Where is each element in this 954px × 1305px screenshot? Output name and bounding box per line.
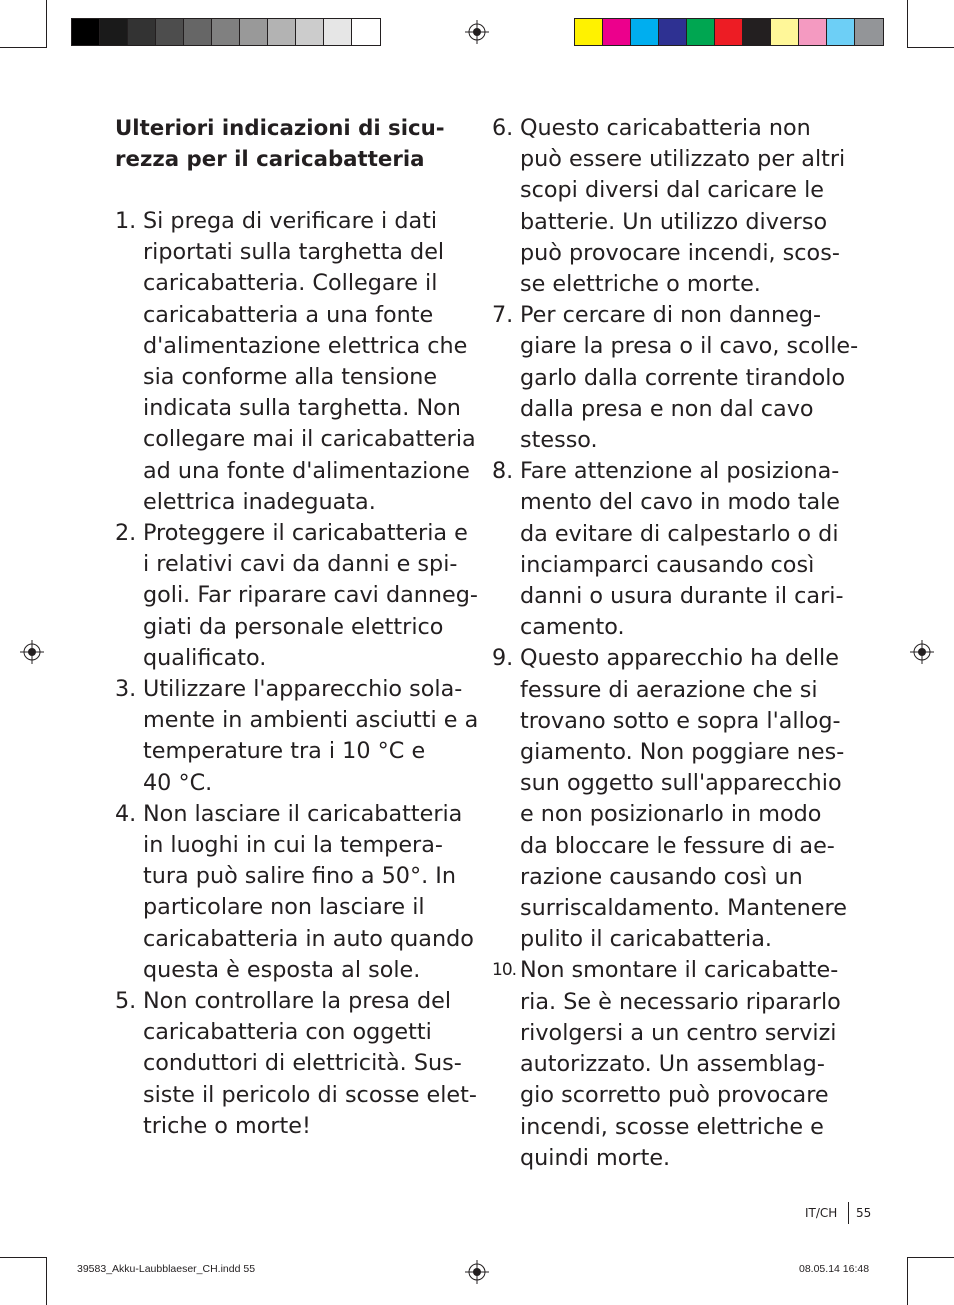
color-swatch [715, 19, 743, 45]
text-line: se elettriche o morte. [520, 271, 761, 298]
text-line: autorizzato. Un assemblag- [520, 1051, 825, 1078]
text-line: questa è esposta al sole. [143, 956, 421, 983]
color-swatch [156, 19, 184, 45]
item-number: 8. [492, 458, 514, 485]
registration-mark-icon [465, 1260, 489, 1284]
list-item [115, 206, 476, 518]
text-line: conduttori di elettricità. Sus- [143, 1050, 462, 1077]
text-line: riportati sulla targhetta del [143, 239, 445, 266]
color-swatch [72, 19, 100, 45]
crop-mark [907, 47, 954, 48]
text-line: qualificato. [143, 644, 267, 671]
color-swatch [827, 19, 855, 45]
item-text [520, 113, 845, 300]
text-line: caricabatteria. Collegare il [143, 270, 438, 297]
item-text [143, 799, 474, 986]
text-line: quindi morte. [520, 1144, 671, 1171]
text-line: danni o usura durante il cari- [520, 583, 844, 610]
text-line: da bloccare le fessure di ae- [520, 832, 835, 859]
item-number: 7. [492, 302, 514, 329]
color-swatch [603, 19, 631, 45]
color-swatch [631, 19, 659, 45]
text-line: scopi diversi dal caricare le [520, 177, 824, 204]
color-swatch [743, 19, 771, 45]
text-line: collegare mai il caricabatteria [143, 426, 476, 453]
text-line: sun oggetto sull'apparecchio [520, 770, 842, 797]
crop-mark [907, 0, 908, 48]
text-line: giati da personale elettrico [143, 613, 444, 640]
item-text [520, 300, 858, 456]
item-text [520, 456, 844, 643]
text-line: particolare non lasciare il [143, 894, 425, 921]
list-item [115, 674, 479, 799]
text-line: siste il pericolo di scosse elet- [143, 1081, 477, 1108]
color-swatch [268, 19, 296, 45]
color-swatch [100, 19, 128, 45]
item-number: 10. [492, 960, 517, 981]
text-line: Non lasciare il caricabatteria [143, 800, 463, 827]
text-line: da evitare di calpestarlo o di [520, 520, 839, 547]
heading-line: Ulteriori indicazioni di sicu- [115, 116, 445, 141]
item-number: 2. [115, 520, 137, 547]
item-number: 5. [115, 988, 137, 1015]
crop-mark [907, 1257, 908, 1305]
registration-mark-icon [910, 640, 934, 664]
text-line: ad una fonte d'alimentazione [143, 457, 470, 484]
text-line: Per cercare di non danneg- [520, 302, 822, 329]
language-code: IT/CH [805, 1206, 838, 1220]
item-text [143, 518, 478, 674]
text-line: caricabatteria con oggetti [143, 1019, 432, 1046]
item-text [143, 986, 477, 1142]
registration-mark-icon [465, 20, 489, 44]
grayscale-bar [71, 18, 381, 46]
color-swatch [659, 19, 687, 45]
text-line: batterie. Un utilizzo diverso [520, 208, 828, 235]
text-line: 40 °C. [143, 769, 213, 796]
text-line: incendi, scosse elettriche e [520, 1113, 824, 1140]
safety-list-right [492, 113, 859, 1174]
text-line: caricabatteria in auto quando [143, 925, 474, 952]
text-line: stesso. [520, 427, 598, 454]
item-number: 4. [115, 800, 137, 827]
text-line: mente in ambienti asciutti e a [143, 707, 479, 734]
text-line: Utilizzare l'apparecchio sola- [143, 676, 463, 703]
text-line: Proteggere il caricabatteria e [143, 520, 468, 547]
color-swatch [771, 19, 799, 45]
list-item [115, 986, 477, 1142]
item-text [143, 206, 476, 518]
text-line: Non smontare il caricabatte- [520, 957, 839, 984]
color-swatch [240, 19, 268, 45]
crop-mark [0, 47, 47, 48]
color-swatch [296, 19, 324, 45]
color-swatch [184, 19, 212, 45]
right-column [492, 113, 859, 1174]
item-number: 3. [115, 676, 137, 703]
color-swatch [687, 19, 715, 45]
text-line: surriscaldamento. Mantenere [520, 895, 847, 922]
left-column [115, 113, 479, 1142]
color-swatch [128, 19, 156, 45]
text-line: garlo dalla corrente tirandolo [520, 364, 846, 391]
text-line: giare la presa o il cavo, scolle- [520, 333, 859, 360]
registration-mark-icon [20, 640, 44, 664]
text-line: pulito il caricabatteria. [520, 926, 772, 953]
text-line: sia conforme alla tensione [143, 364, 438, 391]
list-item [115, 799, 474, 986]
text-line: i relativi cavi da danni e spi- [143, 551, 458, 578]
item-text [143, 674, 478, 799]
item-number: 6. [492, 115, 514, 141]
crop-mark [46, 0, 47, 48]
item-number: 1. [115, 208, 137, 234]
list-item [492, 300, 859, 456]
text-line: goli. Far riparare cavi danneg- [143, 582, 478, 609]
color-swatch [799, 19, 827, 45]
text-line: rivolgersi a un centro servizi [520, 1019, 837, 1046]
text-line: inciamparci causando così [520, 551, 815, 578]
text-line: può essere utilizzato per altri [520, 146, 846, 173]
text-line: e non posizionarlo in modo [520, 801, 822, 828]
text-line: giamento. Non poggiare nes- [520, 739, 845, 766]
crop-mark [0, 1257, 47, 1258]
text-line: Questo caricabatteria non [520, 115, 811, 141]
text-line: Non controllare la presa del [143, 988, 452, 1015]
text-line: in luoghi in cui la tempera- [143, 832, 443, 859]
text-line: razione causando così un [520, 863, 803, 890]
color-swatch [575, 19, 603, 45]
text-line: trovano sotto e sopra l'allog- [520, 707, 841, 734]
text-line: temperature tra i 10 °C e [143, 738, 426, 765]
list-item [492, 456, 842, 643]
text-line: fessure di aerazione che si [520, 676, 818, 703]
text-line: indicata sulla targhetta. Non [143, 395, 461, 422]
text-line: camento. [520, 614, 625, 641]
item-number: 9. [492, 645, 514, 672]
slug-timestamp: 08.05.14 16:48 [799, 1263, 870, 1275]
text-line: caricabatteria a una fonte [143, 301, 434, 328]
footer-divider [848, 1202, 849, 1224]
text-line: gio scorretto può provocare [520, 1082, 829, 1109]
text-line: Si prega di verificare i dati [143, 208, 438, 234]
list-item [115, 518, 478, 674]
text-line: dalla presa e non dal cavo [520, 395, 814, 422]
slug-filename: 39583_Akku-Laubblaeser_CH.indd 55 [77, 1263, 256, 1275]
heading-line: rezza per il caricabatteria [115, 147, 425, 172]
list-item [492, 955, 842, 1173]
color-swatch [352, 19, 380, 45]
crop-mark [907, 1257, 954, 1258]
color-swatch [212, 19, 240, 45]
section-heading [115, 113, 465, 175]
color-swatch [855, 19, 883, 45]
crop-mark [46, 1257, 47, 1305]
text-line: elettrica inadeguata. [143, 488, 376, 515]
color-swatch [324, 19, 352, 45]
text-line: Fare attenzione al posiziona- [520, 458, 840, 485]
safety-list-left [115, 206, 479, 1142]
text-line: d'alimentazione elettrica che [143, 332, 468, 359]
list-item [492, 643, 847, 955]
text-line: mento del cavo in modo tale [520, 489, 841, 516]
list-item [492, 113, 846, 300]
text-line: triche o morte! [143, 1112, 311, 1139]
page-number: 55 [856, 1206, 872, 1220]
color-bar [574, 18, 884, 46]
text-line: ria. Se è necessario ripararlo [520, 988, 841, 1015]
item-text [520, 643, 847, 955]
text-line: Questo apparecchio ha delle [520, 645, 839, 672]
text-line: può provocare incendi, scos- [520, 239, 840, 266]
item-text [520, 955, 841, 1173]
text-line: tura può salire fino a 50°. In [143, 863, 457, 890]
